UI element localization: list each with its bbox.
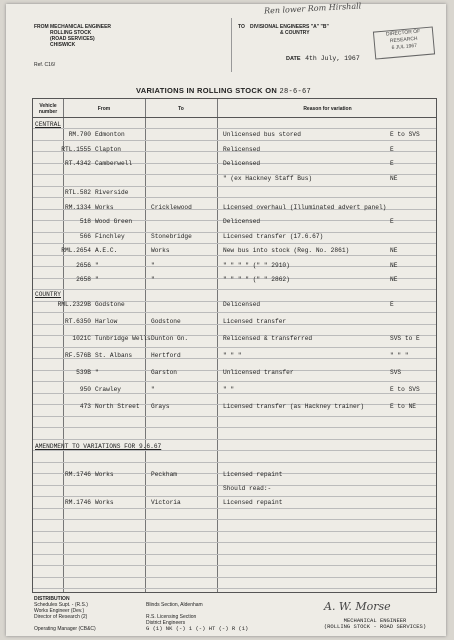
table-row xyxy=(33,158,438,169)
distribution-line: Schedules Supt. - (R.S.) xyxy=(34,602,88,608)
reason-cell: Delicensed xyxy=(223,301,261,308)
row-rule xyxy=(33,416,436,417)
table-row xyxy=(33,129,438,140)
signatory-block xyxy=(306,618,444,630)
page-title xyxy=(136,86,311,96)
reason-cell: Licensed repaint xyxy=(223,499,283,506)
vehicle-number: RM.700 xyxy=(68,131,91,138)
date-label: DATE xyxy=(286,56,301,62)
table-row xyxy=(33,216,438,227)
to-block xyxy=(238,24,329,36)
to-cell: Godstone xyxy=(151,318,181,325)
table-row xyxy=(33,316,438,327)
reason-cell: Unlicensed transfer xyxy=(223,369,294,376)
vehicle-number: 473 xyxy=(79,403,91,410)
reason-cell: " " " xyxy=(223,352,242,359)
vehicle-number: 2658 xyxy=(76,276,91,283)
table-row xyxy=(33,245,438,256)
to-cell: Dunton Gn. xyxy=(151,335,189,342)
table-row xyxy=(33,299,438,310)
row-rule xyxy=(33,519,436,520)
vehicle-number: RM.1334 xyxy=(65,203,91,211)
from-line: CHISWICK xyxy=(50,42,76,48)
signature: A. W. Morse xyxy=(324,600,391,613)
vehicle-number: RML.2654 xyxy=(61,247,91,254)
received-stamp xyxy=(373,26,435,59)
table-row xyxy=(33,231,438,242)
vehicle-number: RF.576B xyxy=(65,352,91,359)
reason-cell: Delicensed xyxy=(223,218,261,225)
row-rule xyxy=(33,427,436,428)
header-rule xyxy=(33,117,436,118)
document-sheet xyxy=(6,1,446,636)
row-rule xyxy=(33,542,436,543)
table-row xyxy=(33,384,438,395)
reason-cell: " " " " (" " 2910) xyxy=(223,261,290,269)
vehicle-number: RM.1746 xyxy=(65,471,91,478)
row-rule xyxy=(33,565,436,566)
table-row xyxy=(33,144,438,155)
reference: Ref. C16/ xyxy=(34,62,56,68)
to-cell: Hertford xyxy=(151,352,181,359)
table-row xyxy=(33,173,438,184)
row-rule xyxy=(33,531,436,532)
table-row xyxy=(33,497,438,508)
from-cell: North Street xyxy=(95,403,140,410)
row-rule xyxy=(33,554,436,555)
reason-cell: Licensed overhaul (Illuminated advert panel) xyxy=(223,203,387,211)
row-rule xyxy=(33,577,436,578)
code-cell: E xyxy=(390,160,394,167)
from-line: (ROAD SERVICES) xyxy=(50,36,95,42)
code-cell: E xyxy=(390,145,394,153)
row-rule xyxy=(33,381,436,382)
table-row xyxy=(33,260,438,271)
reason-cell: " " xyxy=(223,386,235,393)
reason-cell: Relicensed xyxy=(223,145,261,153)
column-header-to: To xyxy=(178,106,184,112)
stamp-line: RESEARCH xyxy=(389,35,418,45)
row-rule xyxy=(33,588,436,589)
from-cell: A.E.C. xyxy=(95,247,118,254)
table-row xyxy=(33,469,438,480)
row-rule xyxy=(33,439,436,440)
code-cell: E to NE xyxy=(390,403,416,410)
reason-cell: Unlicensed bus stored xyxy=(223,131,301,138)
from-cell: Edmonton xyxy=(95,131,125,138)
row-rule xyxy=(33,462,436,463)
row-rule xyxy=(33,312,436,313)
reason-cell: Licensed transfer xyxy=(223,318,287,325)
distribution-line: Operating Manager (CB&C) xyxy=(34,626,96,632)
from-line: ROLLING STOCK xyxy=(50,30,92,36)
from-cell: Works xyxy=(95,203,114,211)
from-cell: " xyxy=(95,261,99,269)
distribution-line: R.S. Licensing Section xyxy=(146,614,197,620)
reason-cell: Licensed transfer (17.6.67) xyxy=(223,232,324,240)
distribution-line: Blinds Section, Aldenham xyxy=(146,602,203,608)
stamp-line: 6 JUL 1967 xyxy=(391,42,418,52)
to-cell: Cricklewood xyxy=(151,203,192,211)
vehicle-number: RT.6350 xyxy=(65,318,91,325)
reason-cell: Licensed repaint xyxy=(223,471,283,478)
from-cell: Works xyxy=(95,471,114,478)
signatory-line: (ROLLING STOCK - ROAD SERVICES) xyxy=(323,623,427,630)
code-cell: E to SVS xyxy=(390,386,420,393)
to-cell: Garston xyxy=(151,369,177,376)
section-label-country: COUNTRY xyxy=(35,291,61,298)
to-label: TO xyxy=(238,24,245,30)
code-cell: " " " xyxy=(390,352,409,359)
distribution-line: District Engineers xyxy=(146,620,186,626)
row-rule xyxy=(33,243,436,244)
code-cell: NE xyxy=(390,174,398,182)
from-cell: Harlow xyxy=(95,318,118,325)
code-cell: SVS to E xyxy=(390,335,420,342)
table-row xyxy=(33,187,438,198)
table-row xyxy=(33,202,438,213)
table-row xyxy=(33,367,438,378)
section-label-amendment: AMENDMENT TO VARIATIONS FOR 9.6.67 xyxy=(35,443,162,450)
column-header-from: From xyxy=(97,106,111,112)
vehicle-number: 539B xyxy=(76,369,91,376)
to-cell: Peckham xyxy=(151,471,177,478)
code-cell: NE xyxy=(390,247,398,254)
code-cell: NE xyxy=(390,276,398,283)
from-cell: Camberwell xyxy=(95,160,133,167)
code-cell: SVS xyxy=(390,369,402,376)
handwritten-annotation: Ren lower Rom Hirshall xyxy=(263,1,362,16)
row-rule xyxy=(33,347,436,348)
vehicle-number: RT.4342 xyxy=(65,160,91,167)
reason-cell: Delicensed xyxy=(223,160,261,167)
section-label-central: CENTRAL xyxy=(35,121,61,128)
vehicle-number: 1021C xyxy=(72,335,91,342)
table-row xyxy=(33,483,438,494)
code-cell: E to SVS xyxy=(390,131,420,138)
from-cell: Works xyxy=(95,499,114,506)
from-block xyxy=(34,24,112,48)
to-cell: Works xyxy=(151,247,170,254)
title-text: VARIATIONS IN ROLLING STOCK ON xyxy=(136,86,278,95)
row-rule xyxy=(33,289,436,290)
from-cell: " xyxy=(95,276,99,283)
distribution-label: DISTRIBUTION xyxy=(34,596,70,602)
date-value: 4th July, 1967 xyxy=(305,55,360,62)
from-cell: Godstone xyxy=(95,301,125,308)
distribution-block xyxy=(34,596,96,632)
distribution-line: Works Engineer (Dev.) xyxy=(34,608,85,614)
to-cell: " xyxy=(151,261,155,269)
reason-cell: Relicensed & transferred xyxy=(223,335,313,342)
stamp-line: DIRECTOR OF xyxy=(385,28,421,38)
from-cell: Clapton xyxy=(95,145,121,153)
from-cell: Tunbridge Wells xyxy=(95,335,151,342)
table-row xyxy=(33,333,438,344)
vehicle-number: RTL.1555 xyxy=(61,145,91,153)
vehicle-number: RM.1746 xyxy=(65,499,91,506)
distribution-line: Director of Research (2) xyxy=(34,614,88,620)
vehicle-number: 950 xyxy=(79,386,91,393)
to-cell: Victoria xyxy=(151,499,181,506)
from-cell: St. Albans xyxy=(95,352,133,359)
from-label: FROM xyxy=(34,24,49,30)
code-cell: NE xyxy=(390,261,398,269)
from-cell: " xyxy=(95,369,99,376)
from-cell: Finchley xyxy=(95,232,125,240)
column-header-vehicle: Vehicle number xyxy=(38,103,58,115)
signatory-line: MECHANICAL ENGINEER xyxy=(343,617,407,624)
from-cell: Crawley xyxy=(95,386,121,393)
vehicle-number: 2656 xyxy=(76,261,91,269)
reason-cell: " (ex Hackney Staff Bus) xyxy=(223,174,313,182)
table-row xyxy=(33,350,438,361)
reason-cell: New bus into stock (Reg. No. 2861) xyxy=(223,247,350,254)
reason-cell: Should read:- xyxy=(223,485,272,492)
reason-cell: Licensed transfer (as Hackney trainer) xyxy=(223,403,365,410)
vehicle-number: 518 xyxy=(79,218,91,225)
to-cell: Grays xyxy=(151,403,170,410)
distribution-block-2 xyxy=(146,602,248,632)
header-divider xyxy=(231,18,233,72)
to-line: & COUNTRY xyxy=(280,30,310,36)
from-line: MECHANICAL ENGINEER xyxy=(50,24,112,30)
variations-table xyxy=(32,98,437,593)
to-cell: " xyxy=(151,276,155,283)
to-line: DIVISIONAL ENGINEERS "A" "B" xyxy=(250,24,329,30)
code-cell: E xyxy=(390,301,394,308)
date-block xyxy=(286,56,360,62)
table-row xyxy=(33,401,438,412)
code-cell: E xyxy=(390,218,394,225)
to-cell: " xyxy=(151,386,155,393)
distribution-line: G (1) NK (-) 1 (-) HT (-) R (1) xyxy=(146,625,249,632)
vehicle-number: RTL.582 xyxy=(65,189,91,196)
table-row xyxy=(33,274,438,285)
from-cell: Wood Green xyxy=(95,218,133,225)
to-cell: Stonebridge xyxy=(151,232,192,240)
title-date: 28-6-67 xyxy=(279,88,311,96)
reason-cell: " " " " (" " 2862) xyxy=(223,276,290,283)
vehicle-number: RML.2329B xyxy=(57,301,91,308)
column-header-reason: Reason for variation xyxy=(303,106,352,112)
vehicle-number: 566 xyxy=(79,232,91,240)
row-rule xyxy=(33,450,436,451)
from-cell: Riverside xyxy=(95,189,129,196)
